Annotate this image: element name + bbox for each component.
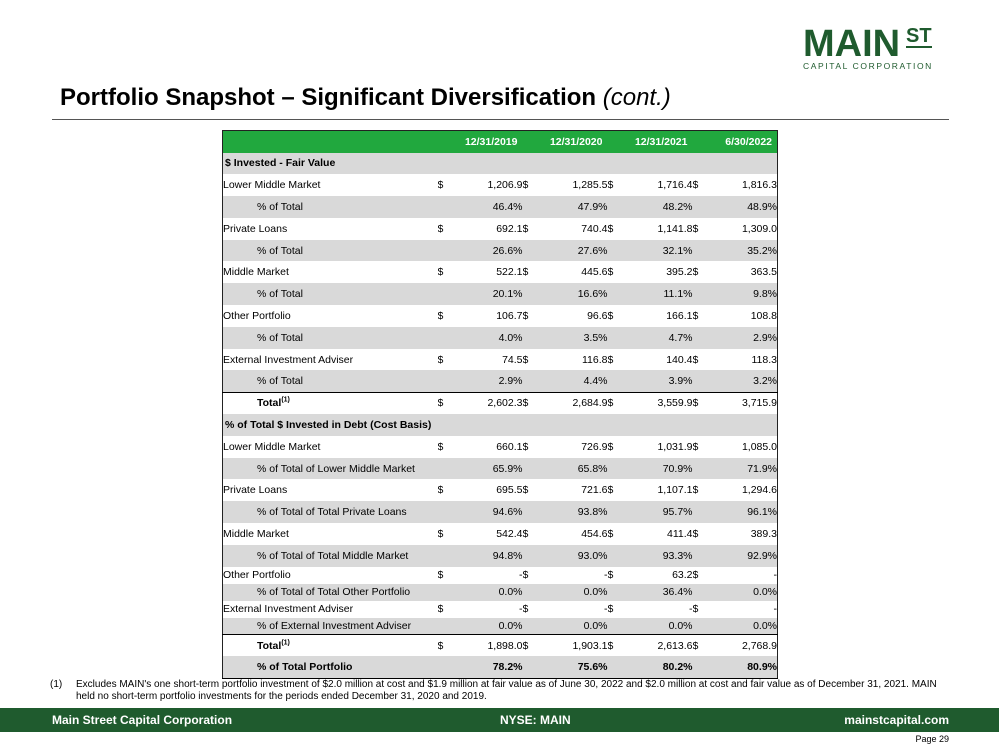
cell-blank [608,618,625,635]
cell-value: 692.1 [496,222,523,235]
currency-symbol: $ [437,569,444,582]
cell-value: 1,903.1 [540,635,608,657]
column-header: 12/31/2019 [438,131,523,153]
currency-symbol: $ [607,440,614,453]
currency-symbol: $ [693,635,710,657]
cell-percent: 0.0% [710,618,778,635]
cell-percent: 93.8% [540,501,608,523]
title-main: Portfolio Snapshot – Significant Diversification [60,84,597,111]
column-header: 6/30/2022 [693,131,778,153]
section-label: % of Total $ Invested in Debt (Cost Basis) [223,414,778,436]
currency-symbol: $ [522,309,529,322]
cell-value: 1,031.9 [657,440,693,453]
row-label [223,635,438,657]
cell-percent: 27.6% [540,240,608,262]
cell-value: 74.5 [502,353,523,366]
portfolio-snapshot-table [222,130,778,679]
title-cont: (cont.) [602,84,671,111]
cell-percent: 93.0% [540,545,608,567]
row-label-text: External Investment Adviser [223,603,354,616]
fair-value-percent-row [223,240,778,262]
debt-row [223,436,778,458]
currency-symbol: $ [692,222,699,235]
cell-blank [693,283,710,305]
cell-percent: 0.0% [540,584,608,601]
cell-percent: 46.4% [455,196,523,218]
cell-blank [693,584,710,601]
currency-symbol: $ [692,603,699,616]
row-label-text: Total [257,397,282,410]
cell-blank [438,196,455,218]
cell-blank [523,240,540,262]
cell-blank [608,458,625,480]
cell-value: 389.3 [750,527,777,540]
cell-percent: 0.0% [540,618,608,635]
currency-symbol: $ [607,179,614,192]
cell-blank [693,370,710,392]
total-row [223,635,778,657]
cell-value: 116.8 [582,353,608,366]
cell-blank [693,501,710,523]
currency-symbol: $ [607,266,614,279]
debt-percent-row [223,458,778,480]
row-label: % of Total [223,196,438,218]
row-label [223,567,438,584]
cell-percent: 9.8% [710,283,778,305]
cell-blank [608,240,625,262]
cell-percent: 0.0% [710,584,778,601]
cell-percent: 3.9% [625,370,693,392]
cell-value: - [689,603,693,616]
row-label: % of Total Portfolio [223,656,438,678]
cell-value: 2,602.3 [455,392,523,414]
cell-value: - [519,603,523,616]
cell-value: 96.6 [587,309,608,322]
cell-percent: 20.1% [455,283,523,305]
cell-percent: 48.2% [625,196,693,218]
cell-blank [608,545,625,567]
cell-value: - [604,569,608,582]
cell-blank [523,327,540,349]
debt-percent-row [223,618,778,635]
cell-blank [693,618,710,635]
currency-symbol: $ [607,527,614,540]
cell-value: 454.6 [581,527,608,540]
row-label-text: External Investment Adviser [223,353,354,366]
cell-value: 1,294.6 [741,484,777,497]
cell-value: 1,206.9 [487,179,523,192]
currency-symbol: $ [692,569,699,582]
cell-value: 118.3 [751,353,777,366]
currency-symbol: $ [522,527,529,540]
footer-ticker: NYSE: MAIN [500,713,571,727]
fair-value-row [223,218,778,240]
cell-blank [438,240,455,262]
cell-percent: 3.2% [710,370,778,392]
footnote-ref: (1) [281,639,290,647]
cell-blank [523,584,540,601]
cell-blank [693,458,710,480]
cell-percent: 11.1% [625,283,693,305]
cell-value: 3,559.9 [625,392,693,414]
cell-value: 1,816.3 [741,179,777,192]
cell-blank [523,370,540,392]
row-label-text: Total [257,639,282,652]
cell-percent: 71.9% [710,458,778,480]
currency-symbol: $ [692,309,699,322]
total-row [223,392,778,414]
debt-percent-row [223,584,778,601]
currency-symbol: $ [523,635,540,657]
cell-percent: 0.0% [625,618,693,635]
logo-main-text: MAIN [803,23,901,65]
cell-value: 721.6 [581,484,608,497]
cell-value: 2,684.9 [540,392,608,414]
cell-value: 2,768.9 [710,635,778,657]
currency-symbol: $ [522,266,529,279]
row-label [223,479,438,501]
currency-symbol: $ [607,309,614,322]
row-label-text: Lower Middle Market [223,440,321,453]
cell-percent: 96.1% [710,501,778,523]
cell-blank [438,584,455,601]
cell-blank [523,458,540,480]
cell-percent: 70.9% [625,458,693,480]
cell-blank [693,656,710,678]
debt-percent-row [223,545,778,567]
currency-symbol: $ [607,222,614,235]
cell-blank [523,618,540,635]
cell-blank [523,196,540,218]
currency-symbol: $ [522,222,529,235]
row-label-text: Private Loans [223,222,288,235]
cell-percent: 3.5% [540,327,608,349]
cell-blank [693,327,710,349]
cell-percent: 4.7% [625,327,693,349]
cell-blank [438,501,455,523]
cell-blank [438,283,455,305]
currency-symbol: $ [692,266,699,279]
cell-percent: 26.6% [455,240,523,262]
cell-blank [438,656,455,678]
row-label [223,349,438,371]
cell-blank [523,283,540,305]
cell-value: 2,613.6 [625,635,693,657]
cell-percent: 93.3% [625,545,693,567]
row-label-text: Middle Market [223,266,289,279]
row-label: % of Total [223,283,438,305]
currency-symbol: $ [522,179,529,192]
cell-value: 726.9 [581,440,608,453]
cell-blank [608,501,625,523]
row-label [223,523,438,545]
row-label-text: Lower Middle Market [223,179,321,192]
section-label: $ Invested - Fair Value [223,153,778,175]
row-label: % of Total [223,240,438,262]
cell-percent: 65.9% [455,458,523,480]
row-label-text: Other Portfolio [223,569,291,582]
cell-blank [608,584,625,601]
cell-percent: 80.2% [625,656,693,678]
currency-symbol: $ [438,635,455,657]
currency-symbol: $ [523,392,540,414]
debt-row [223,479,778,501]
currency-symbol: $ [692,440,699,453]
cell-value: 695.5 [496,484,523,497]
cell-value: 1,898.0 [455,635,523,657]
cell-percent: 32.1% [625,240,693,262]
currency-symbol: $ [437,353,444,366]
header-blank [223,131,438,153]
logo-st-text: ST [906,25,932,47]
portfolio-percent-row [223,656,778,678]
row-label [223,218,438,240]
cell-blank [693,196,710,218]
cell-blank [608,656,625,678]
table-header-row [223,131,778,153]
currency-symbol: $ [522,440,529,453]
row-label [223,436,438,458]
currency-symbol: $ [437,484,444,497]
row-label [223,174,438,196]
currency-symbol: $ [607,603,614,616]
debt-percent-row [223,501,778,523]
currency-symbol: $ [437,603,444,616]
cell-percent: 75.6% [540,656,608,678]
currency-symbol: $ [437,309,444,322]
footnote-ref: (1) [281,396,290,404]
currency-symbol: $ [693,392,710,414]
cell-value: 1,107.1 [657,484,693,497]
debt-row [223,601,778,618]
cell-value: - [773,569,777,582]
cell-blank [523,545,540,567]
cell-blank [608,196,625,218]
fair-value-row [223,305,778,327]
currency-symbol: $ [607,353,614,366]
cell-percent: 94.8% [455,545,523,567]
fair-value-row [223,349,778,371]
currency-symbol: $ [522,353,529,366]
currency-symbol: $ [437,179,444,192]
footer-company: Main Street Capital Corporation [52,713,233,727]
debt-row [223,523,778,545]
cell-percent: 4.0% [455,327,523,349]
cell-blank [693,545,710,567]
cell-percent: 2.9% [710,327,778,349]
currency-symbol: $ [522,603,529,616]
cell-blank [608,327,625,349]
cell-percent: 0.0% [455,618,523,635]
currency-symbol: $ [437,266,444,279]
cell-percent: 80.9% [710,656,778,678]
cell-percent: 65.8% [540,458,608,480]
row-label-text: Private Loans [223,484,288,497]
row-label: % of External Investment Adviser [223,618,438,635]
cell-value: 1,285.5 [572,179,608,192]
row-label: % of Total of Lower Middle Market [223,458,438,480]
cell-percent: 78.2% [455,656,523,678]
cell-value: 395.2 [666,266,693,279]
fair-value-percent-row [223,370,778,392]
cell-value: 106.7 [496,309,523,322]
cell-value: 108.8 [750,309,777,322]
cell-value: 363.5 [750,266,777,279]
row-label-text: Other Portfolio [223,309,291,322]
cell-percent: 16.6% [540,283,608,305]
cell-value: 3,715.9 [710,392,778,414]
currency-symbol: $ [608,392,625,414]
cell-percent: 35.2% [710,240,778,262]
cell-percent: 95.7% [625,501,693,523]
company-logo [803,24,938,72]
logo-subtitle: CAPITAL CORPORATION [803,61,933,71]
cell-value: - [519,569,523,582]
cell-value: 63.2 [672,569,693,582]
cell-value: 1,716.4 [657,179,693,192]
row-label: % of Total [223,370,438,392]
currency-symbol: $ [437,440,444,453]
row-label: % of Total [223,327,438,349]
cell-percent: 36.4% [625,584,693,601]
cell-percent: 92.9% [710,545,778,567]
column-header: 12/31/2020 [523,131,608,153]
cell-percent: 47.9% [540,196,608,218]
row-label-text: Middle Market [223,527,289,540]
fair-value-row [223,174,778,196]
title-divider [52,119,949,120]
currency-symbol: $ [437,527,444,540]
footnote-number: (1) [50,679,63,690]
column-header: 12/31/2021 [608,131,693,153]
currency-symbol: $ [607,569,614,582]
cell-percent: 2.9% [455,370,523,392]
cell-value: - [604,603,608,616]
section-row [223,153,778,175]
currency-symbol: $ [522,569,529,582]
cell-value: 445.6 [581,266,608,279]
cell-percent: 48.9% [710,196,778,218]
cell-blank [523,656,540,678]
cell-value: 660.1 [496,440,523,453]
row-label: % of Total of Total Middle Market [223,545,438,567]
cell-blank [523,501,540,523]
currency-symbol: $ [608,635,625,657]
footnote-text: Excludes MAIN's one short-term portfolio investment of $2.0 million at cost and $1.9 million at fair value as of June 30, 2022 and $2.0 million at cost and fair value as of December 31, 2021. MAIN held no short-term portfolio investments for the periods ended December 31, 2020 and 2019. [76,679,937,702]
debt-row [223,567,778,584]
cell-value: 411.4 [667,527,693,540]
cell-value: 166.1 [666,309,693,322]
page-number: Page 29 [915,734,949,744]
cell-value: 522.1 [496,266,523,279]
row-label [223,392,438,414]
fair-value-row [223,261,778,283]
cell-blank [608,283,625,305]
cell-value: 1,141.8 [657,222,693,235]
fair-value-percent-row [223,327,778,349]
row-label [223,305,438,327]
row-label [223,601,438,618]
cell-blank [438,618,455,635]
cell-value: 542.4 [496,527,523,540]
currency-symbol: $ [692,179,699,192]
row-label: % of Total of Total Private Loans [223,501,438,523]
cell-blank [438,327,455,349]
cell-blank [438,458,455,480]
cell-blank [438,370,455,392]
cell-blank [693,240,710,262]
cell-percent: 4.4% [540,370,608,392]
currency-symbol: $ [607,484,614,497]
section-row [223,414,778,436]
footer-website: mainstcapital.com [844,713,949,727]
cell-value: 140.4 [666,353,693,366]
cell-percent: 94.6% [455,501,523,523]
currency-symbol: $ [522,484,529,497]
cell-value: 1,309.0 [741,222,777,235]
row-label: % of Total of Total Other Portfolio [223,584,438,601]
cell-blank [608,370,625,392]
cell-percent: 0.0% [455,584,523,601]
cell-value: 1,085.0 [741,440,777,453]
fair-value-percent-row [223,283,778,305]
cell-value: - [773,603,777,616]
cell-value: 740.4 [581,222,608,235]
footer-bar [0,708,999,732]
currency-symbol: $ [438,392,455,414]
currency-symbol: $ [437,222,444,235]
row-label [223,261,438,283]
currency-symbol: $ [692,484,699,497]
page-title [60,84,671,112]
currency-symbol: $ [692,353,699,366]
cell-blank [438,545,455,567]
currency-symbol: $ [692,527,699,540]
fair-value-percent-row [223,196,778,218]
